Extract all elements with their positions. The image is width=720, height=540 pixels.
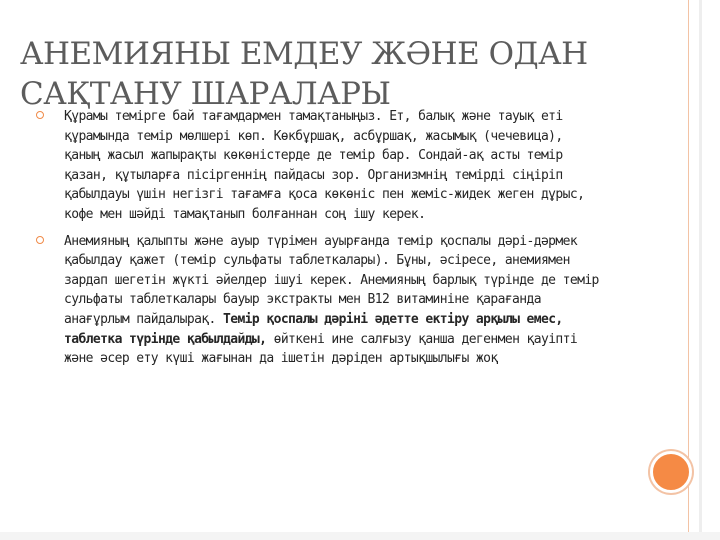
bullet-item: [36, 107, 604, 225]
bullet-text: Анемияның қалыпты және ауыр түрімен ауырғанда темір қоспалы дәрі-дәрмек қабылдау қажет (темір сульфаты таблеткалары). Бұны, әсіресе, анемиямен зардап шегетін жүкті әйелдер ішуі керек. Анемияның барлық түрінде де темір сульфаты таблеткалары бауыр экстракты мен В12 витаминіне қарағанда анағұрлым пайдалырақ.: [64, 233, 599, 327]
circle-bullet-icon: [36, 111, 44, 119]
slide-title: АНЕМИЯНЫ ЕМДЕУ ЖӘНЕ ОДАН САҚТАНУ ШАРАЛАРЫ: [20, 36, 588, 112]
bullet-text-tail: өйткені ине салғызу қанша дегенмен қауіпті және әсер ету күші жағынан да ішетін дәріден артықшылығы жоқ: [64, 331, 578, 367]
bullet-bold-text: Темір қоспалы дәріні әдетте ектіру арқылы емес, таблетка түрінде қабылдайды,: [64, 311, 563, 347]
decorative-circle: [650, 451, 692, 493]
bullet-text: Құрамы темірге бай тағамдармен тамақтаныңыз. Ет, балық және тауық еті құрамында темір мөлшері көп. Көкбұршақ, асбұршақ, жасымық (чечевица), қаның жасыл жапырақты көкөністерде де темір бар. Сондай-ақ асты темір қазан, құтыларға пісіргеннің пайдасы зор. Организмнің темірді сіңіріп қабылдауы үшін негізгі тағамға қоса көкөніс пен жеміс-жидек жеген дұрыс, кофе мен шәйді тамақтанып болғаннан соң ішу керек.: [64, 109, 585, 222]
bullet-item: [36, 232, 604, 369]
circle-bullet-icon: [36, 236, 44, 244]
frame-shadow: [699, 0, 702, 540]
frame-bottom-strip: [0, 532, 720, 540]
bullet-list: [36, 107, 604, 376]
